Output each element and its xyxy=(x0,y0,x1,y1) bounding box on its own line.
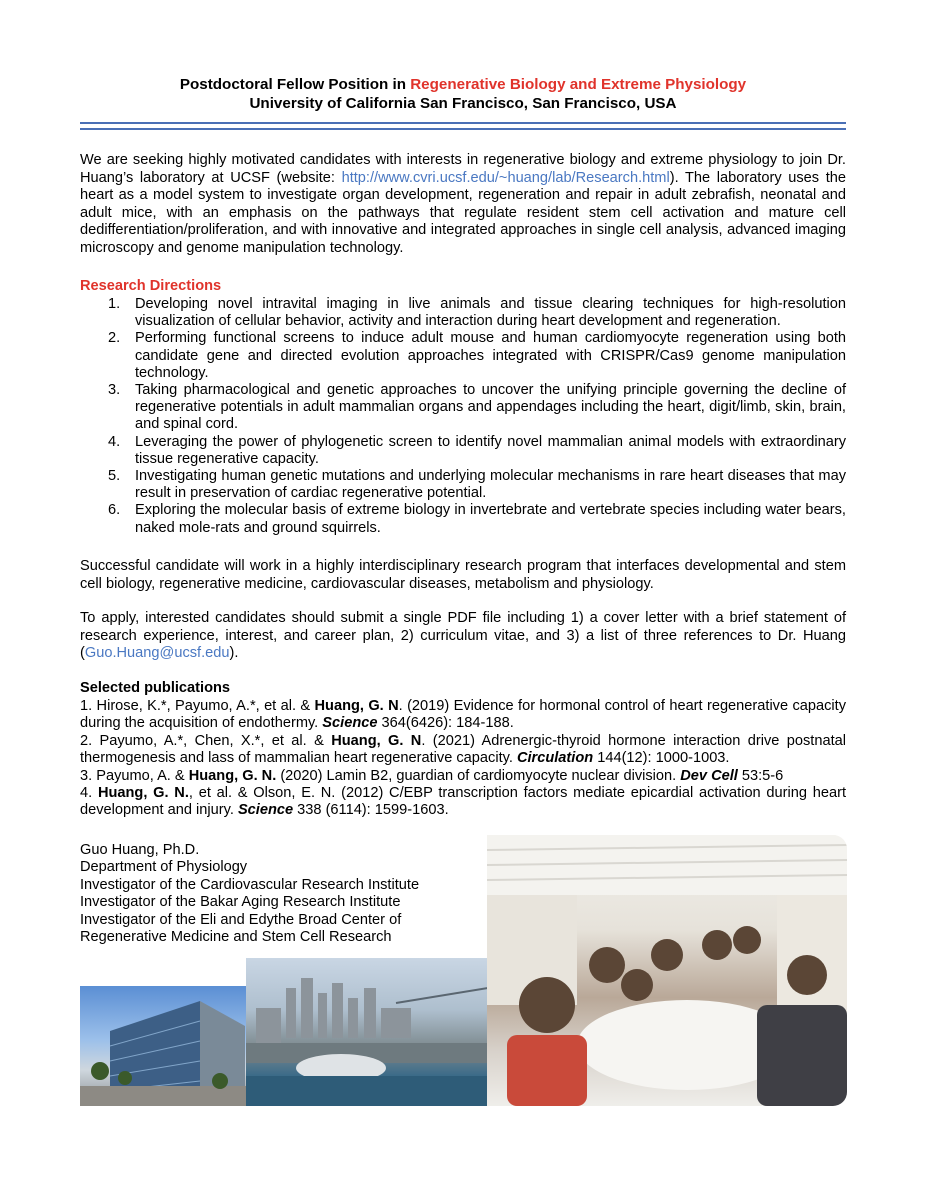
signature-line: Investigator of the Eli and Edythe Broad Center of xyxy=(80,911,402,928)
item-number: 2. xyxy=(108,330,121,347)
publication-item xyxy=(80,698,846,733)
signature-line: Guo Huang, Ph.D. xyxy=(80,842,200,858)
header-title: Postdoctoral Fellow Position in Regenerative Biology and Extreme Physiology xyxy=(179,76,747,93)
street xyxy=(80,1086,248,1106)
lab-group-photo xyxy=(487,835,847,1106)
citation-text: 53:5-6 xyxy=(737,767,784,784)
citation-text: 2. Payumo, A.*, Chen, X.*, et al. & xyxy=(80,732,332,749)
signature-line: Investigator of the Cardiovascular Research Institute xyxy=(80,876,420,893)
signature-line: Regenerative Medicine and Stem Cell Research xyxy=(80,929,392,946)
research-direction-item xyxy=(80,296,846,330)
apply-paragraph: To apply, interested candidates should submit a single PDF file including 1) a cover letter with a brief statement of research experience, interest, and career plan, 2) curriculum vitae, and 3) a list of three references to Dr. Huang (Guo.Huang@ucsf.edu). xyxy=(80,610,846,662)
lab-website-link[interactable]: http://www.cvri.ucsf.edu/~huang/lab/Research.html xyxy=(341,169,670,186)
publication-item xyxy=(80,785,846,820)
item-number: 5. xyxy=(108,468,121,485)
item-number: 4. xyxy=(108,433,121,450)
journal-name: Science xyxy=(237,802,294,819)
citation-text: 144(12): 1000-1003. xyxy=(593,750,730,767)
item-text: Exploring the molecular basis of extreme biology in invertebrate and vertebrate species including water bears, naked mole-rats and ground squirrels. xyxy=(135,502,846,536)
author-highlight: Huang, G. N. xyxy=(97,785,189,802)
citation-text: , et al. & Olson, E. N. (2012) C/EBP transcription factors mediate epicardial activation during heart development and injury. xyxy=(80,785,847,819)
journal-name: Circulation xyxy=(516,750,594,767)
item-number: 3. xyxy=(108,382,121,399)
intro-paragraph: We are seeking highly motivated candidates with interests in regenerative biology and extreme physiology to join Dr. Huang’s laboratory at UCSF (website: http://www.cvri.ucsf.edu/~huang/lab/Research.html). The laboratory uses the heart as a model system to investigate organ development, regeneration and repair in adult zebrafish, neonatal and adult mice, with an emphasis on the pathways that regulate resident stem cell activation and mature cell dedifferentiation/proliferation, and with innovative and integrated approaches in single cell analysis, advanced imaging microscopy and genome manipulation technology. xyxy=(80,152,846,256)
signature-line: Investigator of the Bakar Aging Research Institute xyxy=(80,894,401,911)
author-highlight: Huang, G. N. xyxy=(188,767,277,784)
signature-line: Department of Physiology xyxy=(80,859,248,876)
item-number: 1. xyxy=(108,296,121,312)
citation-text: (2020) Lamin B2, guardian of cardiomyocyte nuclear division. xyxy=(276,767,681,784)
citation-text: 364(6426): 184-188. xyxy=(377,715,514,732)
item-text: Investigating human genetic mutations and underlying molecular mechanisms in rare heart diseases that may result in preservation of cardiac regenerative potential. xyxy=(135,468,846,502)
bay-bridge xyxy=(396,988,488,1003)
signature-block xyxy=(80,842,419,946)
citation-text: 4. xyxy=(80,785,98,802)
citation-text: 338 (6114): 1599-1603. xyxy=(293,802,449,819)
program-paragraph: Successful candidate will work in a highly interdisciplinary research program that interfaces developmental and stem cell biology, regenerative medicine, cardiovascular diseases, metabolism and physiology. xyxy=(80,558,846,592)
header-rule-bottom xyxy=(80,128,846,130)
research-direction-item xyxy=(80,502,846,536)
research-direction-item xyxy=(80,330,846,382)
citation-text: . (2019) Evidence for hormonal control of heart regenerative capacity during the acquisition of endothermy. xyxy=(80,698,846,732)
ucsf-building-photo xyxy=(80,986,248,1106)
publication-item xyxy=(80,768,846,785)
research-directions-title: Research Directions xyxy=(80,278,222,294)
header-rule-top xyxy=(80,122,846,124)
header-institution: University of California San Francisco, San Francisco, USA xyxy=(249,95,677,112)
group-illustration xyxy=(487,835,847,1106)
publication-item xyxy=(80,733,846,768)
author-highlight: Huang, G. N xyxy=(331,732,422,749)
building-illustration xyxy=(80,986,248,1106)
city-illustration xyxy=(246,958,488,1106)
item-text: Leveraging the power of phylogenetic screen to identify novel mammalian animal models with extraordinary tissue regenerative capacity. xyxy=(135,433,846,467)
page-header xyxy=(80,75,846,113)
publications-title: Selected publications xyxy=(80,680,231,696)
author-highlight: Huang, G. N xyxy=(314,698,399,714)
citation-text: . (2021) Adrenergic-thyroid hormone interaction drive postnatal thermogenesis and lass of mammalian heart regenerative capacity. xyxy=(80,732,847,767)
publications-list xyxy=(80,698,846,820)
item-number: 6. xyxy=(108,502,121,519)
research-direction-item xyxy=(80,434,846,468)
citation-text: 1. Hirose, K.*, Payumo, A.*, et al. & xyxy=(80,698,315,714)
item-text: Developing novel intravital imaging in live animals and tissue clearing techniques for high-resolution visualization of cellular behavior, activity and interaction during heart development and regeneration. xyxy=(135,296,846,330)
email-link[interactable]: Guo.Huang@ucsf.edu xyxy=(84,645,230,662)
journal-name: Science xyxy=(322,715,378,732)
research-directions-list xyxy=(80,296,846,537)
journal-name: Dev Cell xyxy=(680,767,738,784)
item-text: Taking pharmacological and genetic approaches to uncover the unifying principle governing the decline of regenerative potentials in adult mammalian organs and appendages including the heart, digit/limb, skin, brain, and spinal cord. xyxy=(135,382,846,433)
san-francisco-city-photo xyxy=(246,958,488,1106)
item-text: Performing functional screens to induce adult mouse and human cardiomyocyte regeneration using both candidate gene and directed evolution approaches integrated with CRISPR/Cas9 genome manipulation technology. xyxy=(135,330,846,381)
research-direction-item xyxy=(80,382,846,434)
citation-text: 3. Payumo, A. & xyxy=(80,767,189,784)
header-highlight: Regenerative Biology and Extreme Physiology xyxy=(410,76,747,93)
research-direction-item xyxy=(80,468,846,502)
